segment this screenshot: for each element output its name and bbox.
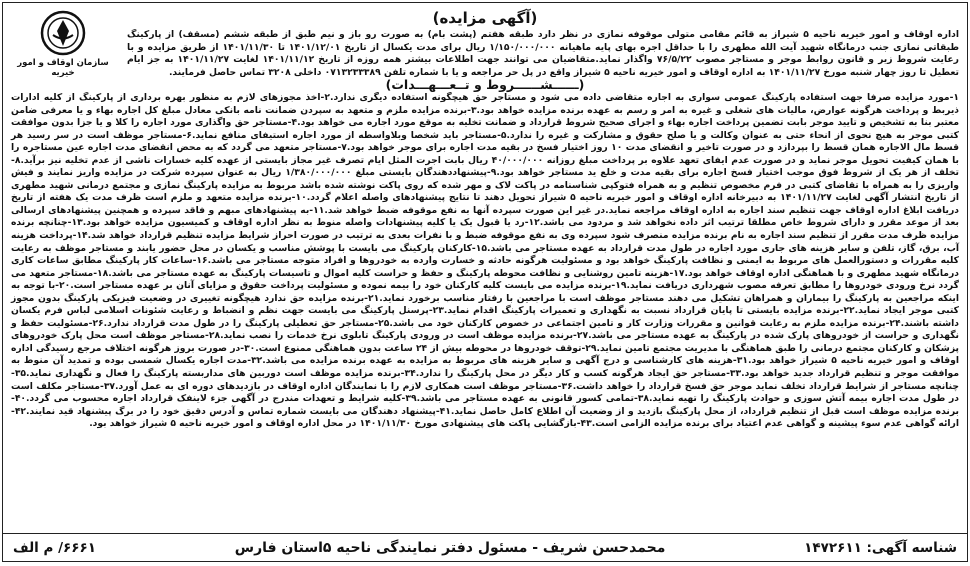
ad-intro-paragraph: اداره اوقاف و امور خیریه ناحیه ۵ شیراز به قائم مقامی متولی موقوفه نمازی در نظر دارد طبقه هفتم (پشت بام) به صورت رو باز و نیم طبق از طبقه ششم (مسقف) از پارکینگ طبقاتی نمازی جنب درمانگاه شهید آیت الله مطهری را با حداقل اجره بهای پایه ماهیانه ۱/۱۵۰/۰۰۰/۰۰۰ ریال برای مدت یکسال از تاریخ ۱۴۰۱/۱۲/۰۱ تا ۱۴۰۱/۱۱/۳۰ از طریق مزایده و با رعایت شروط زیر و قانون روابط موجر و مستاجر مصوب ۷۶/۵/۲۲ واگذار نماید.متقاضیان می توانند جهت اطلاعات بیشتر همه روزه از تاریخ ۱۴۰۱/۱۱/۱۲ لغایت ۱۴۰۱/۱۱/۲۷ به جز ایام تعطیل تا روز چهار شنبه مورخ ۱۴۰۱/۱۱/۲۷ به اداره اوقاف و امور خیریه ناحیه ۵ شیراز واقع در پل حر مراجعه و یا با شماره تلفن ۰۷۱۳۲۳۳۳۸۹ داخلی ۳۲۰۸ تماس حاصل فرمایند.: [127, 29, 959, 77]
signature-line: محمدحسن شریف - مسئول دفتر نمایندگی ناحیه ۵استان فارس: [234, 539, 666, 556]
endowment-logo: [9, 9, 117, 78]
ad-code: ۶۶۶۱/ م الف: [13, 539, 96, 556]
endowment-emblem-icon: [39, 9, 87, 57]
ad-header: [3, 3, 967, 77]
ad-footer: [3, 533, 967, 561]
conditions-body: ۱-مورد مزایده صرفا جهت استفاده پارکینگ عمومی سواری به اجاره متقاضی داده می شود و مستاجر حق هیچگونه استفاده دیگری ندارد.۲-اخذ مجوزهای لازم به منظور بهره برداری از پارکینگ از کلیه ادارات ذیربط و پرداخت هرگونه عوارض، مالیات های شغلی و غیره به امر و رسم به عهده برنده مزایده خواهد بود.۳-برنده مزایده ملزم و متعهد به سپردن ضمانت نامه بانکی معادل مبلغ کل اجاره بهاء و یا معرفی ضامن معتبر بنا به تشخیص و تایید موجر بابت تضمین پرداخت اجاره بهاء و اجرای صحیح شروط قرارداد و ضمانت تخلیه به موقع مورد اجاره می خواهد بود.۴-مستاجر حق واگذاری مورد اجاره را کلا و یا جزا بدون موافقت کتبی موجر به هیچ نحوی از انحاء حتی به عنوان وکالت و یا صلح حقوق و مشارکت و غیره را ندارد.۵-مستاجر باید شخصا وبلاواسطه از مورد اجاره استیفای منافع نماید.۶-مستاجر موظف است در سر رسید هر قسط مال الاجاره همان قسط را بپردازد و در صورت تاخیر و انقضای مدت ۱۰ روز اختیار فسخ در بقیه مدت اجاره برای موجر خواهد بود.۷-مستاجر متعهد می گردد که به محض انقضای مدت اجاره عین مستاجره را با همان کیفیت تحویل موجر نماید و در صورت عدم ایفای تعهد علاوه بر پرداخت مبلغ روزانه ۴۰/۰۰۰/۰۰۰ ریال بابت اجرت المثل ایام تصرف غیر مجاز بایستی از عهده کلیه خسارات ناشی از عدم تخلیه نیز برآید.۸-تخلف از هر یک از شروط فوق موجب اختیار فسخ اجاره برای بقیه مدت و خلع ید مستاجر خواهد بود.۹-پیشنهاددهندگان بایستی مبلغ ۱/۳۸۰/۰۰۰/۰۰۰ ریال به عنوان سپرده شرکت در مزایده واریز نمایند و فیش واریزی را به همراه با تقاضای کتبی در فرم مخصوص تنظیم و به همراه فتوکپی شناسنامه در پاکت لاک و مهر شده که روی پاکت نوشته شده باشد مربوط به مزایده پارکینگ نمازی و مجتمع درمانی شهید مطهری از تاریخ انتشار آگهی لغایت ۱۴۰۱/۱۱/۲۷ به دبیرخانه اداره اوقاف و امور خیریه ناحیه ۵ شیراز تحویل دهند تا نتایج پیشنهادهای واصله اعلام گردد.۱۰-برنده مزایده متعهد و ملزم است ظرف مدت یک هفته از تاریخ دریافت ابلاغ اداره اوقاف جهت تنظیم سند اجاره به اداره اوقاف مراجعه نماید.در غیر این صورت سپرده آنها به نفع موقوفه ضبط خواهد شد.۱۱-به پیشنهادهای مبهم و فاقد سپرده و همچنین پیشنهادهای ارسالی بعد از موعد مقرر و دارای شروط خاص مطلقا ترتیب اثر داده نخواهد شد و مردود می باشد.۱۲-رد یا قبول یک یا کلیه پیشنهادات واصله منوط به نظر اداره اوقاف و کمیسیون مزایده خواهد بود.۱۳-چنانچه برنده مزایده ظرف مدت مقرر از تنظیم سند اجاره به نام برنده مزایده منصرف شود سپرده وی به نفع موقوفه ضبط و با نفرات بعدی به ترتیب در صورت احراز شرایط مزایده تنظیم قرارداد خواهد شد.۱۴-پرداخت هزینه آب، برق، گاز، تلفن و سایر هزینه های جاری مورد اجاره در طول مدت قرارداد به عهده مستاجر می باشد.۱۵-کارکنان پارکینگ می بایست با پوشش مناسب و یکسان در محل حضور یابند و مستاجر موظف به رعایت کلیه مقررات و دستورالعمل های مربوط به ایمنی و نظافت پارکینگ خواهد بود و مسئولیت هرگونه حادثه و خسارت وارده به خودروها و افراد متوجه مستاجر می باشد.۱۶-ساعات کار پارکینگ مطابق ساعات کاری درمانگاه شهید مطهری و با هماهنگی اداره اوقاف خواهد بود.۱۷-هزینه تامین روشنایی و نظافت محوطه پارکینگ و حفظ و حراست کلیه اموال و تاسیسات پارکینگ به عهده مستاجر می باشد.۱۸-مستاجر متعهد می گردد نرخ ورودی خودروها را مطابق تعرفه مصوب شهرداری دریافت نماید.۱۹-برنده مزایده می بایست کلیه کارکنان خود را بیمه نموده و مسئولیت پرداخت حقوق و مزایای آنان بر عهده مستاجر است.۲۰-با توجه به اینکه مراجعین به پارکینگ را بیماران و همراهان تشکیل می دهند مستاجر موظف است با مراجعین با رفتار مناسب برخورد نماید.۲۱-برنده مزایده حق ندارد هیچگونه تغییری در وضعیت فیزیکی پارکینگ بدون مجوز کتبی موجر ایجاد نماید.۲۲-برنده مزایده بایستی تا پایان قرارداد نسبت به نگهداری و تعمیرات پارکینگ اقدام نماید.۲۳-پرسنل پارکینگ می بایست جهت نظم و انضباط و رعایت شئونات اسلامی لباس فرم یکسان داشته باشند.۲۴-برنده مزایده ملزم به رعایت قوانین و مقررات وزارت کار و تامین اجتماعی در خصوص کارکنان خود می باشد.۲۵-مستاجر حق تعطیلی پارکینگ را در طول مدت قرارداد ندارد.۲۶-مسئولیت حفظ و نگهداری و حراست از خودروهای پارک شده در پارکینگ به عهده مستاجر می باشد.۲۷-برنده مزایده موظف است در ورودی پارکینگ تابلوی نرخ خدمات را نصب نماید.۲۸-مستاجر موظف است محل پارک خودروهای پزشکان و کارکنان مجتمع درمانی را طبق هماهنگی با مدیریت مجتمع تامین نماید.۲۹-توقف خودروها در محوطه بیش از ۲۴ ساعت بدون هماهنگی ممنوع است.۳۰-در صورت بروز هرگونه اختلاف مرجع رسیدگی اداره اوقاف و امور خیریه ناحیه ۵ شیراز خواهد بود.۳۱-هزینه های کارشناسی و درج آگهی و سایر هزینه های مربوط به مزایده به عهده برنده مزایده می باشد.۳۲-مدت اجاره یکسال شمسی بوده و تمدید آن منوط به موافقت موجر و تنظیم قرارداد جدید خواهد بود.۳۳-مستاجر حق ایجاد هرگونه کسب و کار دیگر در محل پارکینگ را ندارد.۳۴-برنده مزایده موظف است دوربین های مداربسته پارکینگ را فعال و نگهداری نماید.۳۵-چنانچه مستاجر از شرایط قرارداد تخلف نماید موجر حق فسخ قرارداد را خواهد داشت.۳۶-مستاجر موظف است همکاری لازم را با نمایندگان اداره اوقاف در بازدیدهای دوره ای به عمل آورد.۳۷-مستاجر مکلف است در طول مدت اجاره بیمه آتش سوزی و حوادث پارکینگ را تهیه نماید.۳۸-تمامی کسور قانونی به عهده مستاجر می باشد.۳۹-کلیه شرایط و تعهدات مندرج در آگهی جزء لاینفک قرارداد اجاره محسوب می گردد.۴۰-برنده مزایده موظف است قبل از تنظیم قرارداد، از محل پارکینگ بازدید و از وضعیت آن اطلاع کامل حاصل نماید.۴۱-پیشنهاد دهندگان می بایست شماره تماس و آدرس دقیق خود را در برگ پیشنهاد قید نمایند.۴۲-ارائه گواهی عدم سوء پیشینه و گواهی عدم اعتیاد برای برنده مزایده الزامی است.۴۳-بازگشایی پاکت های پیشنهادی مورخ ۱۴۰۱/۱۱/۳۰ در محل اداره اوقاف و امور خیریه ناحیه ۵ شیراز خواهد بود.: [11, 92, 960, 430]
ad-title: (آگهی مزایده): [432, 9, 538, 27]
ad-number: شناسه آگهی: ۱۴۷۲۶۱۱: [804, 539, 957, 556]
conditions-heading: (ــــــشــــــروط و تــعـــهـــدات): [385, 77, 585, 92]
newspaper-ad: [2, 2, 968, 562]
logo-caption: سازمان اوقاف و امور خیریه: [17, 58, 109, 78]
